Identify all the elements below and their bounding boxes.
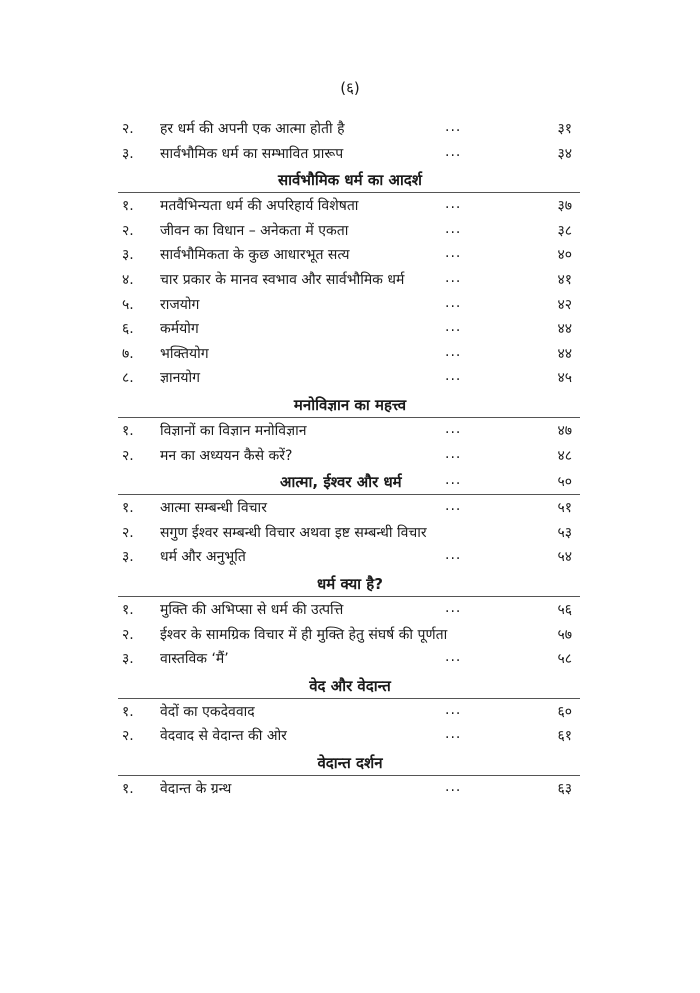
- leader-dots: ...: [445, 319, 462, 336]
- entry-page: ४४: [557, 321, 572, 338]
- leader-dots: ...: [445, 269, 462, 286]
- entry-number: १.: [122, 500, 134, 517]
- entry-number: १.: [122, 601, 134, 618]
- entry-page: ६०: [557, 703, 572, 720]
- entry-title: मुक्ति की अभिप्सा से धर्म की उत्पत्ति: [160, 601, 344, 618]
- entry-page: ४७: [557, 422, 572, 439]
- entry-title: हर धर्म की अपनी एक आत्मा होती है: [160, 121, 345, 137]
- leader-dots: ...: [445, 649, 462, 666]
- leader-dots: ...: [445, 701, 462, 718]
- entry-number: २.: [122, 728, 134, 745]
- section-title: धर्म क्या है?: [317, 574, 383, 593]
- entry-number: १.: [122, 703, 134, 720]
- toc-entry: [0, 597, 700, 622]
- entry-page: ६१: [557, 728, 572, 745]
- entry-page: ३८: [557, 222, 572, 239]
- entry-page: ४५: [557, 370, 572, 387]
- entry-number: २.: [122, 121, 134, 137]
- toc-entry: [0, 116, 700, 141]
- section-heading: [0, 748, 700, 775]
- leader-dots: ...: [445, 220, 462, 237]
- entry-page: ५७: [557, 626, 572, 643]
- entry-number: ३.: [122, 549, 134, 566]
- section-title: मनोविज्ञान का महत्त्व: [293, 395, 407, 414]
- leader-dots: ...: [445, 294, 462, 311]
- entry-page: ५०: [557, 474, 572, 491]
- entry-number: २.: [122, 626, 134, 643]
- entry-page: ४८: [557, 447, 572, 464]
- leader-dots: ...: [445, 445, 462, 462]
- toc-entry: [0, 193, 700, 218]
- page-number: (६): [340, 79, 360, 97]
- entry-title: वेदों का एकदेववाद: [160, 703, 255, 720]
- toc-entry: [0, 316, 700, 341]
- entry-page: ३७: [557, 198, 572, 215]
- toc-entry: [0, 267, 700, 292]
- section-heading: [0, 390, 700, 417]
- toc-entry: [0, 418, 700, 443]
- entry-title: ईश्वर के सामग्रिक विचार में ही मुक्ति हेतु संघर्ष की पूर्णता: [160, 626, 448, 643]
- entry-number: ६.: [122, 321, 134, 338]
- entry-page: ५४: [557, 549, 572, 566]
- toc-entry: [0, 495, 700, 520]
- toc-entry: [0, 520, 700, 545]
- entry-title: ज्ञानयोग: [160, 370, 200, 387]
- entry-number: ७.: [122, 345, 134, 362]
- entry-number: १.: [122, 780, 134, 797]
- entry-number: २.: [122, 524, 134, 541]
- section-title: वेदान्त दर्शन: [317, 753, 383, 772]
- entry-title: विज्ञानों का विज्ञान मनोविज्ञान: [160, 422, 307, 439]
- toc-entry: [0, 365, 700, 390]
- entry-number: २.: [122, 447, 134, 464]
- leader-dots: ...: [445, 368, 462, 385]
- toc-entry: [0, 776, 700, 801]
- entry-page: ४२: [557, 296, 572, 313]
- entry-page: ५८: [557, 651, 572, 668]
- table-of-contents: [0, 116, 700, 800]
- toc-entry: [0, 341, 700, 366]
- section-heading: [0, 165, 700, 192]
- toc-entry: [0, 646, 700, 671]
- section-title: आत्मा, ईश्वर और धर्म: [280, 473, 402, 492]
- entry-number: ३.: [122, 145, 134, 162]
- toc-entry: [0, 141, 700, 166]
- entry-title: सार्वभौमिक धर्म का सम्भावित प्रारूप: [160, 145, 344, 162]
- toc-entry: [0, 443, 700, 468]
- leader-dots: ...: [445, 196, 462, 213]
- section-heading: [0, 569, 700, 596]
- entry-number: ५.: [122, 296, 134, 313]
- leader-dots: ...: [445, 726, 462, 743]
- entry-page: ६३: [557, 780, 572, 797]
- entry-number: ३.: [122, 247, 134, 264]
- entry-title: सगुण ईश्वर सम्बन्धी विचार अथवा इष्ट सम्बन्धी विचार: [160, 524, 427, 541]
- leader-dots: ...: [445, 420, 462, 437]
- entry-number: १.: [122, 422, 134, 439]
- entry-title: वेदान्त के ग्रन्थ: [160, 780, 232, 797]
- toc-entry: [0, 622, 700, 647]
- entry-page: ५६: [557, 601, 572, 618]
- leader-dots: ...: [445, 498, 462, 515]
- entry-page: ४१: [557, 271, 572, 288]
- toc-entry: [0, 723, 700, 748]
- entry-page: ३१: [557, 121, 572, 137]
- leader-dots: ...: [445, 119, 462, 135]
- entry-title: मन का अध्ययन कैसे करें?: [160, 447, 293, 464]
- entry-page: ५१: [557, 500, 572, 517]
- entry-title: मतवैभिन्यता धर्म की अपरिहार्य विशेषता: [160, 198, 359, 215]
- entry-number: ४.: [122, 271, 134, 288]
- toc-entry: [0, 544, 700, 569]
- leader-dots: ...: [445, 143, 462, 160]
- section-heading: [0, 671, 700, 698]
- section-title: सार्वभौमिक धर्म का आदर्श: [278, 171, 422, 190]
- leader-dots: ...: [445, 472, 462, 489]
- entry-title: चार प्रकार के मानव स्वभाव और सार्वभौमिक धर्म: [160, 271, 405, 288]
- entry-page: ५३: [557, 524, 572, 541]
- toc-entry: [0, 218, 700, 243]
- entry-title: सार्वभौमिकता के कुछ आधारभूत सत्य: [160, 247, 350, 264]
- entry-number: ८.: [122, 370, 134, 387]
- entry-number: ३.: [122, 651, 134, 668]
- entry-number: १.: [122, 198, 134, 215]
- section-heading: [0, 467, 700, 494]
- leader-dots: ...: [445, 778, 462, 795]
- section-title: वेद और वेदान्त: [309, 676, 391, 695]
- toc-entry: [0, 292, 700, 317]
- leader-dots: ...: [445, 599, 462, 616]
- entry-title: आत्मा सम्बन्धी विचार: [160, 500, 267, 517]
- entry-title: धर्म और अनुभूति: [160, 549, 246, 566]
- entry-title: राजयोग: [160, 296, 200, 313]
- leader-dots: ...: [445, 547, 462, 564]
- toc-entry: [0, 242, 700, 267]
- entry-page: ३४: [557, 145, 572, 162]
- toc-entry: [0, 699, 700, 724]
- entry-title: जीवन का विधान – अनेकता में एकता: [160, 222, 349, 239]
- leader-dots: ...: [445, 343, 462, 360]
- entry-title: वास्तविक ‘मैं’: [160, 651, 229, 668]
- leader-dots: ...: [445, 245, 462, 262]
- entry-number: २.: [122, 222, 134, 239]
- entry-title: कर्मयोग: [160, 321, 199, 338]
- entry-page: ४०: [557, 247, 572, 264]
- entry-page: ४४: [557, 345, 572, 362]
- entry-title: भक्तियोग: [160, 345, 209, 362]
- entry-title: वेदवाद से वेदान्त की ओर: [160, 728, 287, 745]
